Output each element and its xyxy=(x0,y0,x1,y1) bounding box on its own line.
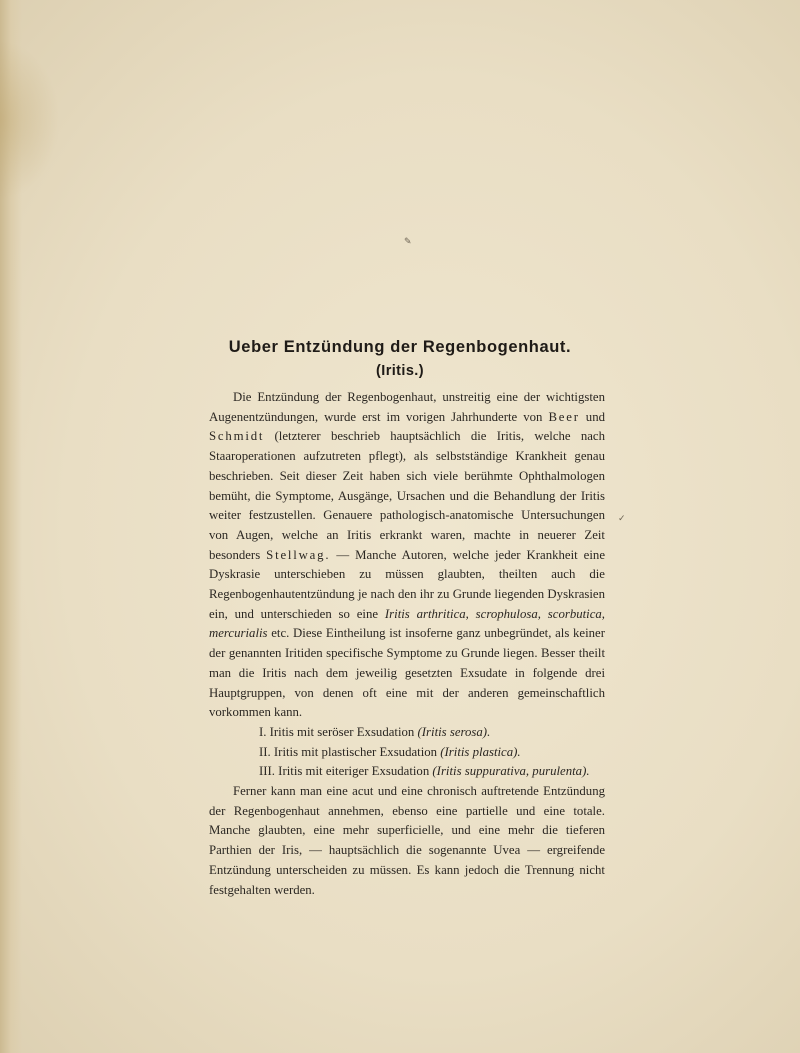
text-run: Die Entzündung der Regenbogenhaut, unstreitig eine der wichtigsten Augenentzündungen, wurde erst im vorigen Jahrhunderte von xyxy=(209,390,605,424)
paper-stain xyxy=(0,40,60,200)
document-body xyxy=(209,388,605,900)
text-run: — Manche Autoren, welche jeder Krankheit eine Dyskrasie unterschieben zu müssen glaubten, theilten auch die Regenbogenhautentzündung je nach den ihr zu Grunde liegenden Dyskrasien ein, und unterschieden so eine xyxy=(209,547,605,621)
paragraph xyxy=(209,388,605,723)
text-run: etc. Diese Eintheilung ist insoferne ganz unbegründet, als keiner der genannten Iritiden specifische Symptome zu Grunde liegen. Besser theilt man die Iritis nach dem jeweilig gesetzten Exsudate in folgende drei Hauptgruppen, von denen oft eine mit der anderen gemeinschaftlich vorkommen kann. xyxy=(209,626,605,720)
author-name: Beer xyxy=(548,409,580,424)
page-subtitle: (Iritis.) xyxy=(376,363,424,379)
page-title: Ueber Entzündung der Regenbogenhaut. xyxy=(228,338,572,356)
author-name: Schmidt xyxy=(209,429,265,444)
italic-term: (Iritis serosa). xyxy=(417,724,491,739)
author-name: Stellwag. xyxy=(266,547,331,562)
list-item-text: I. Iritis mit seröser Exsudation xyxy=(259,724,418,739)
list-item xyxy=(209,723,605,743)
text-run: (letzterer beschrieb hauptsächlich die Iritis, welche nach Staaroperationen aufzutreten pflegt), als selbstständige Krankheit genau beschrieben. Seit dieser Zeit haben sich viele berühmte Ophthalmologen bemüht, die Symptome, Ausgänge, Ursachen und die Behandlung der Iritis weiter festzustellen. Genauere pathologisch-anatomische Untersuchungen von Augen, welche an Iritis erkrankt waren, machte in neuerer Zeit besonders xyxy=(209,429,605,562)
margin-mark: ✎ xyxy=(404,236,412,246)
italic-term: Iritis arthritica, scrophulosa, scorbutica, mercurialis xyxy=(209,606,606,641)
list-item xyxy=(209,762,605,782)
list-item xyxy=(209,743,605,763)
italic-term: (Iritis suppurativa, purulenta). xyxy=(432,764,590,779)
margin-mark: ✓ xyxy=(618,513,626,523)
paragraph: Ferner kann man eine acut und eine chronisch auftretende Entzündung der Regenbogenhaut annehmen, ebenso eine partielle und eine totale. Manche glaubten, eine mehr superficielle, und eine mehr die tieferen Parthien der Iris, — hauptsächlich die sogenannte Uvea — ergreifende Entzündung unterscheiden zu müssen. Es kann jedoch die Trennung nicht festgehalten werden. xyxy=(209,784,605,897)
text-run: und xyxy=(579,409,605,424)
list-item-text: III. Iritis mit eiteriger Exsudation xyxy=(259,764,433,779)
italic-term: (Iritis plastica). xyxy=(440,744,521,759)
list-item-text: II. Iritis mit plastischer Exsudation xyxy=(259,744,441,759)
classification-list xyxy=(209,723,605,782)
